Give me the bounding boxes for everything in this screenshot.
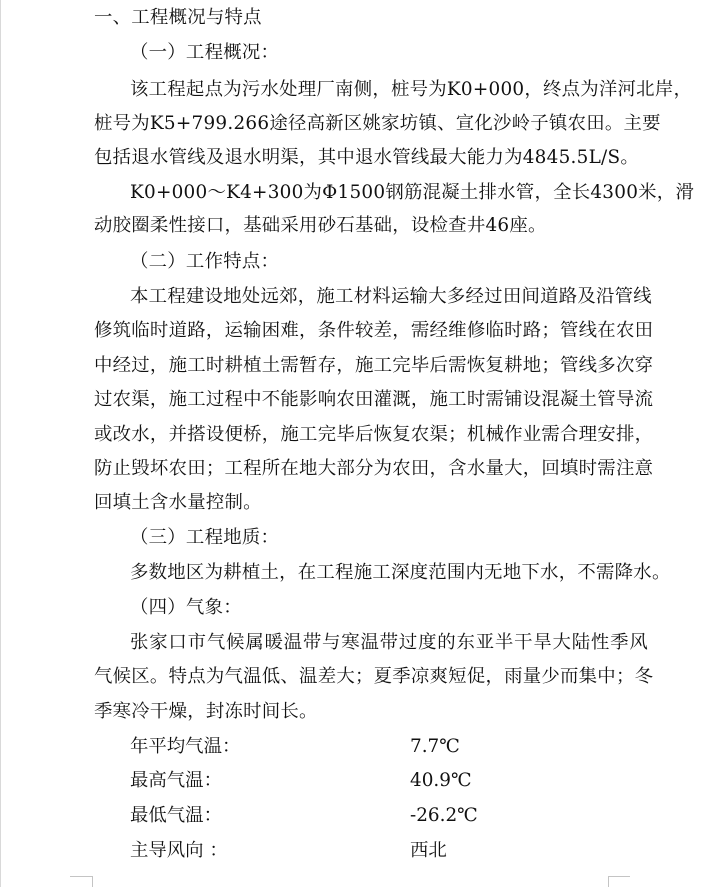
- climate-row-label: 最低气温：: [130, 805, 222, 826]
- climate-row-value: 7.7℃: [410, 736, 460, 757]
- overview-para2-line: 动胶圈柔性接口，基础采用砂石基础，设检查井46座。: [94, 215, 547, 236]
- overview-para1-line: 包括退水管线及退水明渠，其中退水管线最大能力为4845.5L/S。: [94, 147, 639, 168]
- features-para-line: 或改水，并搭设便桥，施工完毕后恢复农渠；机械作业需合理安排，: [94, 424, 654, 445]
- overview-para2-line: K0+000～K4+300为Φ1500钢筋混凝土排水管，全长4300米，滑: [130, 182, 695, 203]
- features-para-line: 防止毁坏农田；工程所在地大部分为农田，含水量大，回填时需注意: [94, 458, 654, 479]
- climate-row-value: 西北: [410, 840, 447, 861]
- overview-para1-line: 桩号为K5+799.266途径高新区姚家坊镇、宣化沙岭子镇农田。主要: [94, 113, 661, 134]
- climate-heading: （四）气象：: [130, 597, 242, 618]
- margin-marker-right-tick: [608, 876, 609, 887]
- features-para-line: 本工程建设地处远郊，施工材料运输大多经过田间道路及沿管线: [130, 286, 652, 307]
- climate-row-label: 年平均气温：: [130, 736, 241, 757]
- features-para-line: 过农渠，施工过程中不能影响农田灌溉，施工时需铺设混凝土管导流: [94, 389, 654, 410]
- margin-marker-left: [70, 876, 92, 877]
- features-para-line: 回填土含水量控制。: [94, 492, 262, 513]
- climate-row-label: 最高气温：: [130, 770, 222, 791]
- features-para-line: 中经过，施工时耕植土需暂存，施工完毕后需恢复耕地；管线多次穿: [94, 355, 654, 376]
- climate-para-line: 气候区。特点为气温低、温差大；夏季凉爽短促，雨量少而集中；冬: [94, 666, 654, 687]
- margin-marker-right: [608, 876, 630, 877]
- section-heading: 一、工程概况与特点: [94, 7, 262, 28]
- climate-para-line: 张家口市气候属暖温带与寒温带过度的东亚半干旱大陆性季风: [130, 632, 648, 653]
- climate-row-value: -26.2℃: [410, 805, 478, 826]
- features-heading: （二）工作特点：: [130, 251, 280, 272]
- geology-heading: （三）工程地质：: [130, 527, 280, 548]
- overview-heading: （一）工程概况：: [130, 42, 280, 63]
- geology-para: 多数地区为耕植土，在工程施工深度范围内无地下水，不需降水。: [130, 562, 671, 583]
- page-edge: [0, 0, 1, 887]
- climate-row-label: 主导风向 ：: [130, 840, 228, 861]
- overview-para1-line: 该工程起点为污水处理厂南侧，桩号为K0+000，终点为洋河北岸，: [130, 79, 693, 100]
- climate-para-line: 季寒冷干燥，封冻时间长。: [94, 701, 318, 722]
- climate-row-value: 40.9℃: [410, 770, 472, 791]
- features-para-line: 修筑临时道路，运输困难，条件较差，需经维修临时路；管线在农田: [94, 320, 654, 341]
- margin-marker-left-tick: [92, 876, 93, 887]
